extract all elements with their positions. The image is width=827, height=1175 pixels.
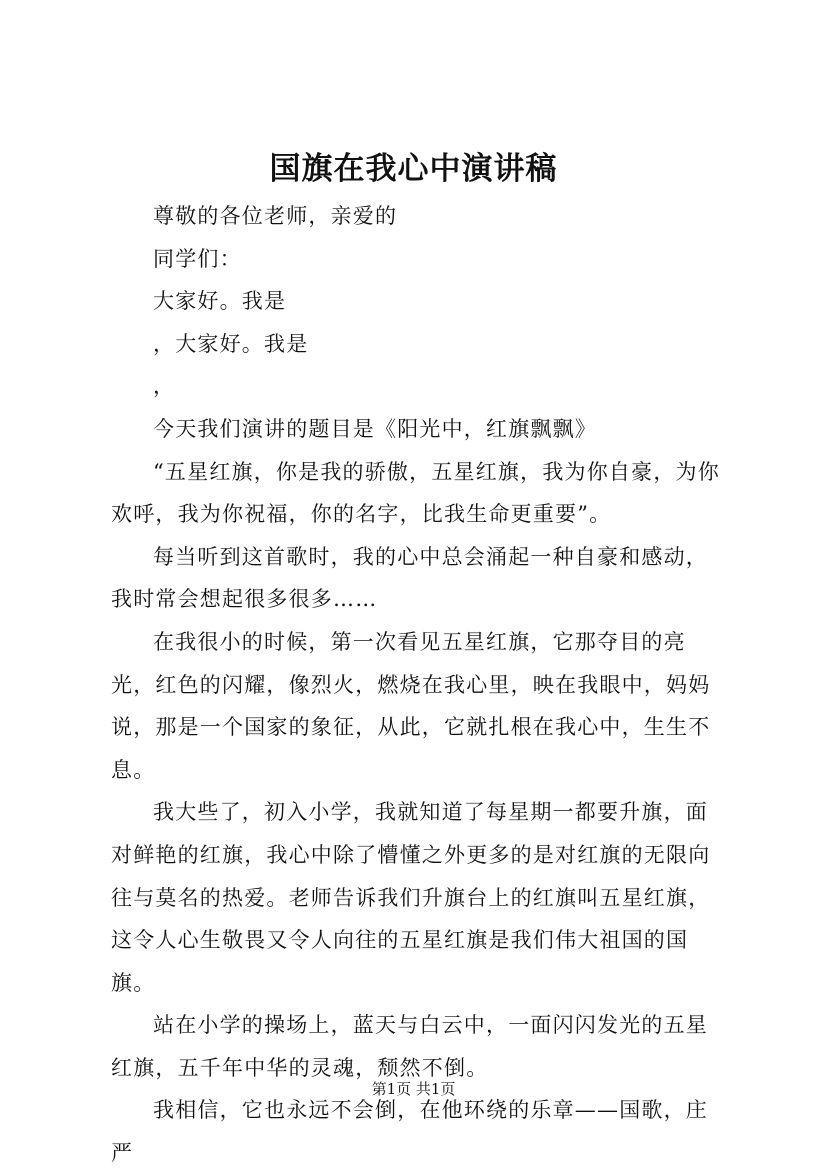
paragraph-feeling: 每当听到这首歌时，我的心中总会涌起一种自豪和感动，我时常会想起很多很多…… [111, 544, 708, 612]
paragraph-school: 我大些了，初入小学，我就知道了每星期一都要升旗，面对鲜艳的红旗，我心中除了懵懂之外更多的是对红旗的无限向往与莫名的热爱。老师告诉我们升旗台上的红旗叫五星红旗，这令人心生敬畏又令人向往的五星红旗是我们伟大祖国的国旗。 [111, 800, 711, 995]
paragraph-hello-2: ，大家好。我是 [153, 331, 309, 356]
document-body [111, 195, 729, 1175]
document-title: 国旗在我心中演讲稿 [269, 151, 558, 187]
paragraph-greeting: 尊敬的各位老师，亲爱的 [153, 204, 398, 228]
paragraph-childhood: 在我很小的时候，第一次看见五星红旗，它那夺目的亮光，红色的闪耀，像烈火，燃烧在我心里，映在我眼中，妈妈说，那是一个国家的象征，从此，它就扎根在我心中，生生不息。 [111, 629, 711, 782]
paragraph-comma: ， [153, 374, 176, 399]
paragraph-topic: 今天我们演讲的题目是《阳光中，红旗飘飘》 [153, 416, 597, 441]
paragraph-belief: 我相信，它也永远不会倒，在他环绕的乐章——国歌，庄严 [111, 1098, 708, 1166]
paragraph-classmates: 同学们： [153, 246, 242, 271]
paragraph-song-quote: “五星红旗，你是我的骄傲，五星红旗，我为你自豪，为你欢呼，我为你祝福，你的名字，比我生命更重要”。 [111, 459, 720, 527]
page-footer: 第1页 共1页 [371, 1080, 456, 1098]
paragraph-hello-1: 大家好。我是 [153, 289, 287, 314]
paragraph-playground: 站在小学的操场上，蓝天与白云中，一面闪闪发光的五星红旗，五千年中华的灵魂，颓然不倒。 [111, 1013, 708, 1080]
